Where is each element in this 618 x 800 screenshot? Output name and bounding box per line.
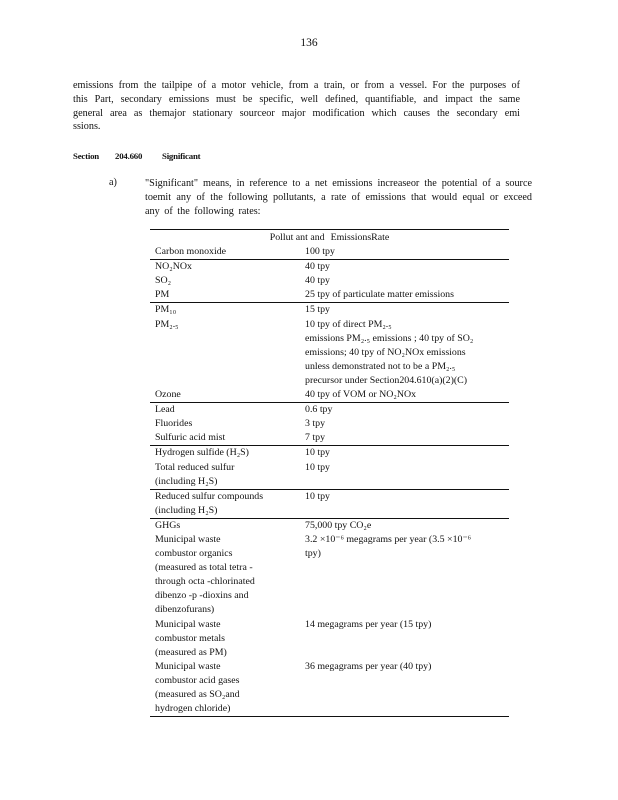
pollutant-cell: Municipal waste xyxy=(155,660,221,672)
section-title: Significant xyxy=(162,151,201,161)
rate-cell: 40 tpy xyxy=(305,261,330,273)
rate-cell: 3 tpy xyxy=(305,418,326,430)
pollutant-cell: combustor acid gases xyxy=(155,674,240,686)
pollutant-cell: Total reduced sulfur xyxy=(155,461,235,473)
emission-rates-table xyxy=(150,229,509,717)
pollutant-cell: (including H₂S) xyxy=(155,504,218,516)
rate-cell: emissions; 40 tpy of NO₂NOx emissions xyxy=(305,346,466,358)
rate-column xyxy=(305,490,509,518)
rate-cell xyxy=(305,561,509,575)
table-row-group xyxy=(150,518,509,717)
pollutant-cell: Lead xyxy=(155,404,175,416)
pollutant-column xyxy=(150,403,305,445)
pollutant-cell xyxy=(155,374,305,388)
rate-column xyxy=(305,519,509,716)
pollutant-column xyxy=(150,446,305,488)
rate-cell xyxy=(305,702,509,716)
rate-cell: 10 tpy xyxy=(305,447,330,459)
rate-cell: precursor under Section204.610(a)(2)(C) xyxy=(305,374,468,386)
rate-cell xyxy=(305,589,509,603)
page-number: 136 xyxy=(300,37,318,49)
pollutant-cell: Reduced sulfur compounds xyxy=(155,490,264,502)
rate-cell: 25 tpy of particulate matter emissions xyxy=(305,289,454,301)
pollutant-cell: hydrogen chloride) xyxy=(155,703,231,715)
table-row-group xyxy=(150,259,509,302)
pollutant-cell: (measured as SO₂and xyxy=(155,689,240,700)
table-row-group xyxy=(150,302,509,402)
rate-cell xyxy=(305,475,509,489)
rate-cell: 10 tpy xyxy=(305,461,330,473)
rate-cell: 15 tpy xyxy=(305,304,330,316)
pollutant-cell: Municipal waste xyxy=(155,618,221,630)
table-row-group xyxy=(150,489,509,518)
pollutant-cell: NO₂NOx xyxy=(155,261,192,273)
pollutant-cell: Municipal waste xyxy=(155,533,221,545)
section-label: Section xyxy=(73,151,99,161)
rate-cell xyxy=(305,632,509,646)
table-row-group xyxy=(150,402,509,445)
pollutant-column xyxy=(150,245,305,259)
section-heading xyxy=(73,151,200,161)
table-row-group xyxy=(150,445,509,488)
table-body xyxy=(150,245,509,717)
pollutant-cell: PM₁₀ xyxy=(155,304,177,316)
pollutant-cell: dibenzofurans) xyxy=(155,604,215,616)
pollutant-cell xyxy=(155,332,305,346)
rate-cell: unless demonstrated not to be a PM₂.₅ xyxy=(305,360,456,372)
rate-cell: 7 tpy xyxy=(305,432,326,444)
pollutant-cell: PM xyxy=(155,289,170,301)
pollutant-column xyxy=(150,260,305,302)
pollutant-cell: combustor metals xyxy=(155,632,225,644)
rate-cell: 0.6 tpy xyxy=(305,404,333,416)
pollutant-cell: through octa -chlorinated xyxy=(155,576,255,588)
pollutant-column xyxy=(150,490,305,518)
pollutant-cell: SO₂ xyxy=(155,275,172,287)
pollutant-cell: combustor organics xyxy=(155,548,233,560)
rate-cell: 40 tpy xyxy=(305,275,330,287)
pollutant-cell: (measured as total tetra - xyxy=(155,562,253,574)
pollutant-cell: GHGs xyxy=(155,519,181,531)
rate-cell: 75,000 tpy CO₂e xyxy=(305,519,372,531)
rate-column xyxy=(305,260,509,302)
rate-cell: tpy) xyxy=(305,548,321,560)
rate-cell: 40 tpy of VOM or NO₂NOx xyxy=(305,389,417,401)
rate-cell: 14 megagrams per year (15 tpy) xyxy=(305,618,432,630)
pollutant-column xyxy=(150,519,305,716)
header-pollutant: Pollut ant and xyxy=(269,232,325,243)
pollutant-cell: Fluorides xyxy=(155,418,193,430)
section-number: 204.660 xyxy=(115,151,143,161)
rate-column xyxy=(305,446,509,488)
pollutant-cell: (including H₂S) xyxy=(155,475,218,487)
table-header xyxy=(150,229,509,245)
pollutant-cell: PM₂.₅ xyxy=(155,318,179,330)
pollutant-cell: dibenzo -p -dioxins and xyxy=(155,590,249,602)
pollutant-cell: Carbon monoxide xyxy=(155,246,227,258)
rate-column xyxy=(305,245,509,259)
rate-cell xyxy=(305,504,509,518)
rate-cell: 36 megagrams per year (40 tpy) xyxy=(305,660,432,672)
pollutant-cell: (measured as PM) xyxy=(155,646,227,658)
rate-cell: 3.2 ×10⁻⁶ megagrams per year (3.5 ×10⁻⁶ xyxy=(305,533,472,545)
rate-column xyxy=(305,403,509,445)
rate-cell xyxy=(305,646,509,660)
intro-paragraph: emissions from the tailpipe of a motor vehicle, from a train, or from a vessel. For the purposes of this Part, secondary emissions must be specific, well defined, quantifiable, and impact the same general area as themajor stationary sourceor major modification which causes the secondary emi ssions. xyxy=(73,80,520,133)
pollutant-cell: Sulfuric acid mist xyxy=(155,432,226,444)
rate-cell: 10 tpy of direct PM₂.₅ xyxy=(305,318,392,330)
rate-cell xyxy=(305,688,509,702)
pollutant-cell xyxy=(155,360,305,374)
header-rate: EmissionsRate xyxy=(330,232,390,243)
rate-cell: 10 tpy xyxy=(305,490,330,502)
rate-cell xyxy=(305,603,509,617)
table-row-group xyxy=(150,245,509,259)
rate-cell xyxy=(305,575,509,589)
rate-cell: 100 tpy xyxy=(305,246,335,258)
pollutant-cell xyxy=(155,346,305,360)
paragraph-marker: a) xyxy=(109,177,117,188)
pollutant-column xyxy=(150,303,305,402)
pollutant-cell: Hydrogen sulfide (H₂S) xyxy=(155,447,249,459)
pollutant-cell: Ozone xyxy=(155,389,181,401)
rate-cell: emissions PM₂.₅ emissions ; 40 tpy of SO₂ xyxy=(305,332,474,344)
rate-cell xyxy=(305,674,509,688)
paragraph-a-text: "Significant" means, in reference to a net emissions increaseor the potential of a source toemit any of the following pollutants, a rate of emissions that would equal or exceed any of the following rates: xyxy=(145,178,532,217)
rate-column xyxy=(305,303,509,402)
